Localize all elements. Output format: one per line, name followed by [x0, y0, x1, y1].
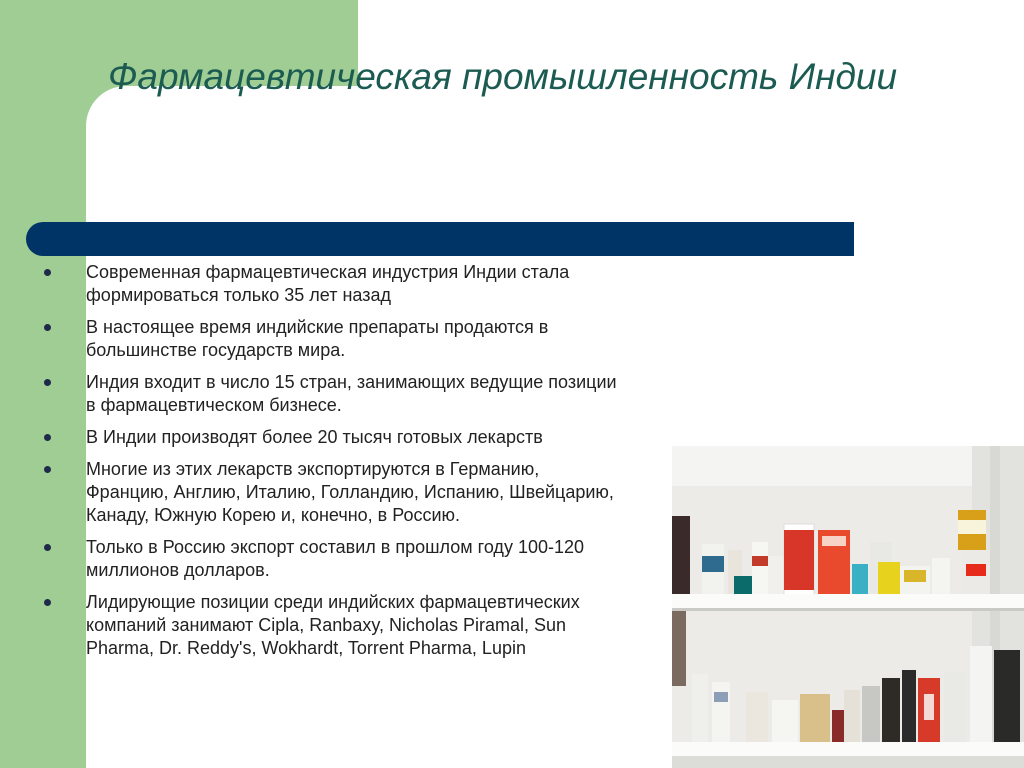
bullet-text: В настоящее время индийские препараты продаются в большинстве государств мира.: [86, 317, 549, 360]
bullet-item: [40, 458, 620, 527]
bullet-dot-icon: [44, 434, 51, 441]
bullet-item: [40, 591, 620, 660]
bullet-text: Многие из этих лекарств экспортируются в Германию, Францию, Англию, Италию, Голландию, Испанию, Швейцарию, Канаду, Южную Корею и, конечно, в Россию.: [86, 459, 614, 525]
bullet-text: Лидирующие позиции среди индийских фармацевтических компаний занимают Cipla, Ranbaxy, Nicholas Piramal, Sun Pharma, Dr. Reddy's, Wokhardt, Torrent Pharma, Lupin: [86, 592, 580, 658]
bullet-item: [40, 426, 620, 449]
bullet-text: Только в Россию экспорт составил в прошлом году 100-120 миллионов долларов.: [86, 537, 584, 580]
bullet-dot-icon: [44, 544, 51, 551]
bullet-text: В Индии производят более 20 тысяч готовых лекарств: [86, 427, 543, 447]
bullet-item: [40, 536, 620, 582]
bullet-dot-icon: [44, 324, 51, 331]
pharmacy-shelves-icon: [672, 446, 1024, 768]
bullet-text: Индия входит в число 15 стран, занимающих ведущие позиции в фармацевтическом бизнесе.: [86, 372, 617, 415]
bullet-dot-icon: [44, 379, 51, 386]
pharmacy-shelves-photo: [672, 446, 1024, 768]
slide-title: Фармацевтическая промышленность Индии: [108, 56, 898, 97]
bullet-item: [40, 261, 620, 307]
bullet-item: [40, 371, 620, 417]
bullet-dot-icon: [44, 599, 51, 606]
bullet-dot-icon: [44, 466, 51, 473]
bullet-item: [40, 316, 620, 362]
title-divider-bar: [26, 222, 854, 256]
bullet-text: Современная фармацевтическая индустрия Индии стала формироваться только 35 лет назад: [86, 262, 570, 305]
bullet-list: [40, 261, 620, 669]
bullet-dot-icon: [44, 269, 51, 276]
